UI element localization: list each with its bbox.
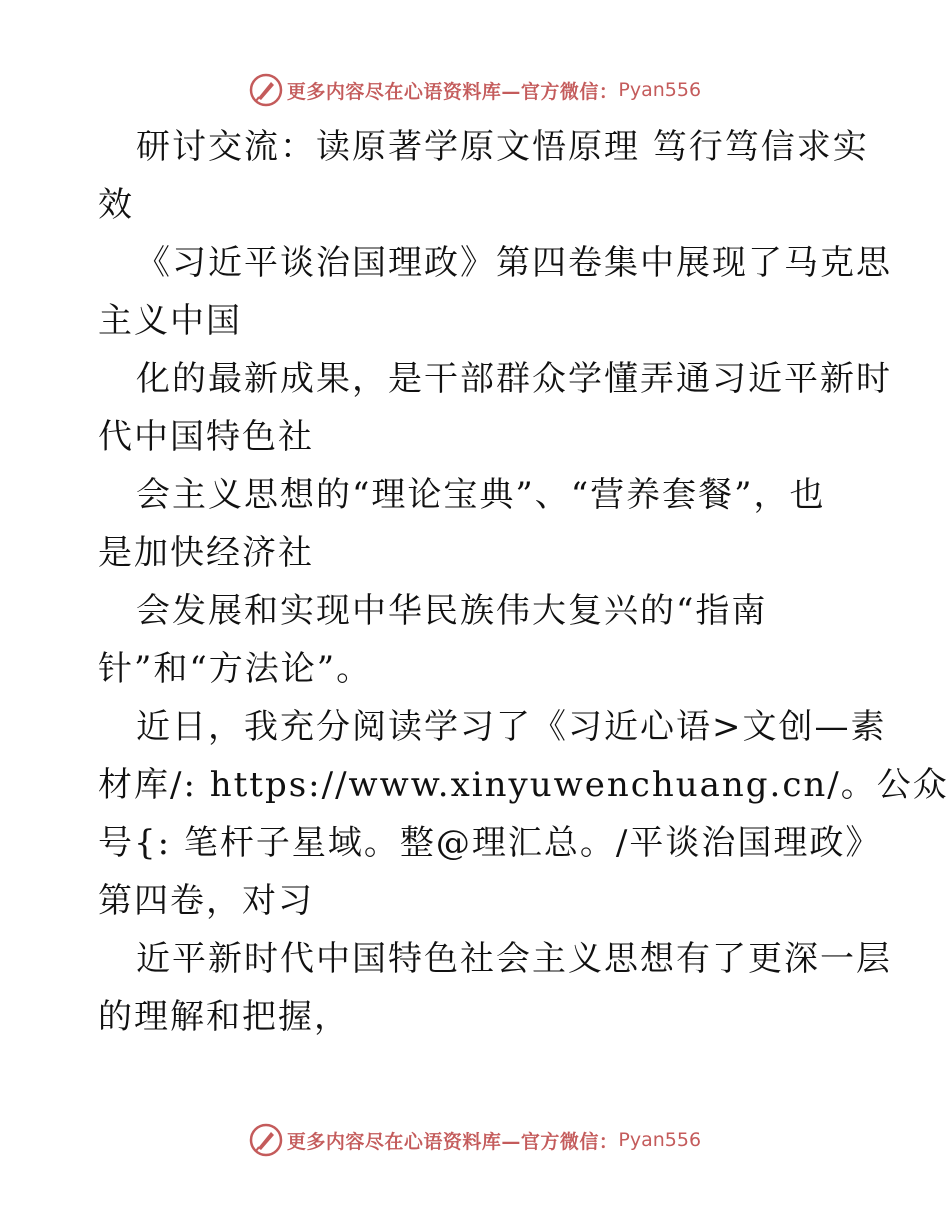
text-line: 会主义思想的“理论宝典”、“营养套餐”，也 [136, 475, 826, 515]
text-line: 的理解和把握， [98, 997, 350, 1037]
text-line: 效 [98, 185, 134, 225]
text-line: 针”和“方法论”。 [98, 649, 373, 689]
watermark-text: 更多内容尽在心语资料库—官方微信： [286, 1130, 619, 1153]
text-line: 《习近平谈治国理政》第四卷集中展现了马克思 [136, 243, 892, 283]
quill-logo-icon [249, 73, 283, 107]
text-line: 主义中国 [98, 301, 242, 341]
text-line: 是加快经济社 [98, 533, 314, 573]
text-line: 会发展和实现中华民族伟大复兴的“指南 [136, 591, 768, 631]
text-line: 近平新时代中国特色社会主义思想有了更深一层 [136, 939, 892, 979]
text-line: 材库/: https://www.xinyuwenchuang.cn/。公众 [98, 765, 949, 805]
watermark-text: 更多内容尽在心语资料库—官方微信： [286, 80, 619, 103]
text-line: 近日，我充分阅读学习了《习近心语>文创—素 [136, 707, 887, 747]
quill-logo-icon [249, 1123, 283, 1157]
text-line: 第四卷，对习 [98, 881, 314, 921]
watermark-header [0, 70, 950, 110]
text-line: 号{: 笔杆子星域。整@理汇总。/平谈治国理政》 [98, 823, 882, 863]
text-line: 化的最新成果，是干部群众学懂弄通习近平新时 [136, 359, 892, 399]
watermark-handle: Pyan556 [618, 79, 702, 101]
text-line: 代中国特色社 [98, 417, 314, 457]
text-line: 研讨交流：读原著学原文悟原理 笃行笃信求实 [136, 127, 869, 167]
watermark-footer [0, 1120, 950, 1160]
watermark-handle: Pyan556 [618, 1129, 702, 1151]
document-body [98, 118, 949, 1046]
